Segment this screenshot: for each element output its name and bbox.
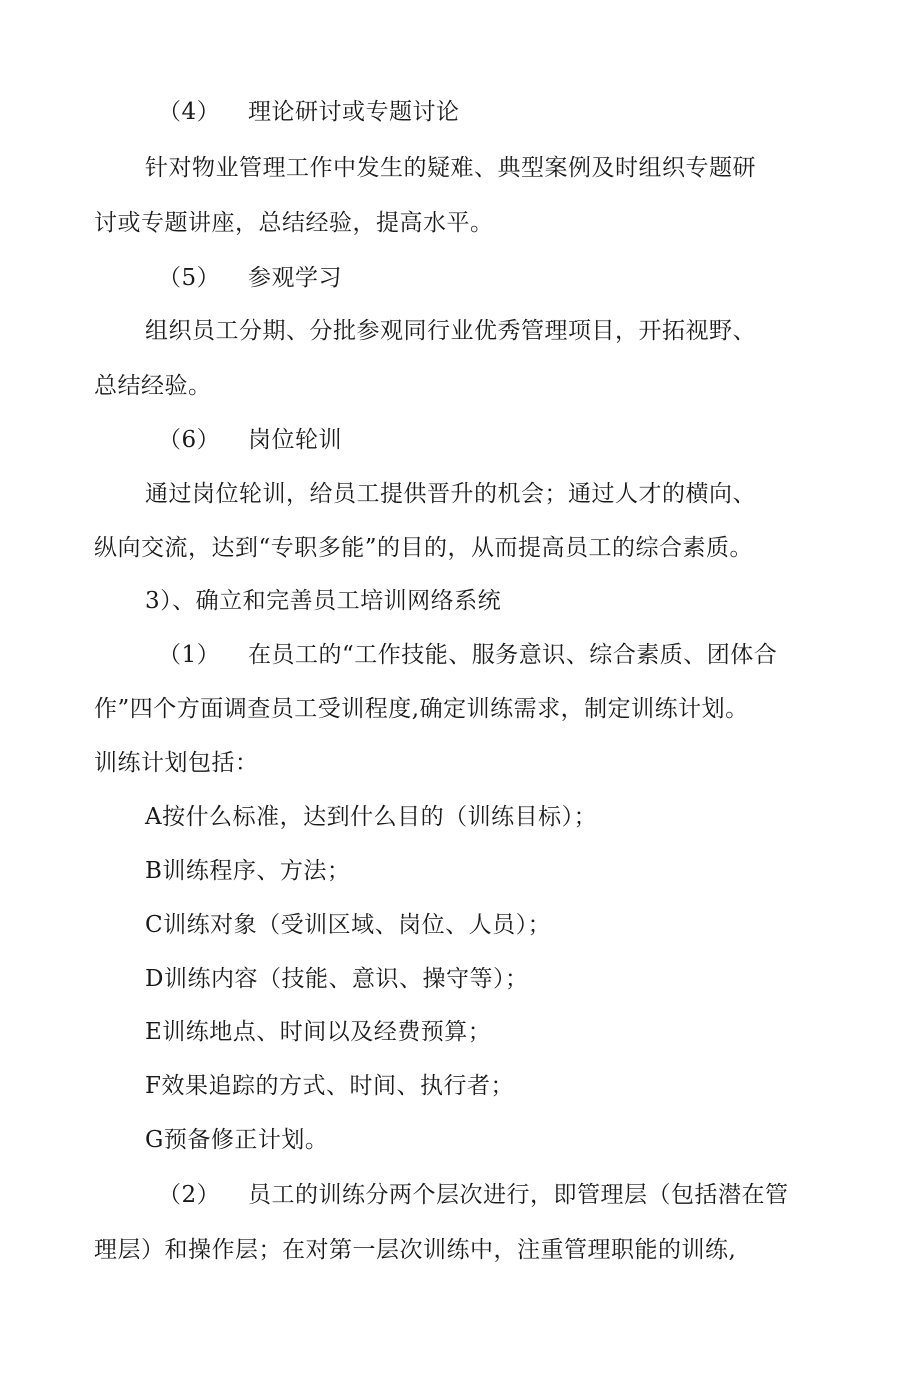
item-4-heading bbox=[158, 97, 460, 127]
item-6-number: （6） bbox=[158, 427, 221, 453]
item-6-title: 岗位轮训 bbox=[248, 427, 342, 453]
plan-item-b: B训练程序、方法； bbox=[145, 858, 351, 884]
plan-item-c: C训练对象（受训区域、岗位、人员）； bbox=[145, 912, 552, 938]
plan-item-a: A按什么标准，达到什么目的（训练目标）； bbox=[145, 804, 598, 830]
sub-1-number: （1） bbox=[158, 642, 221, 668]
plan-item-e: E训练地点、时间以及经费预算； bbox=[145, 1019, 492, 1045]
plan-item-d: D训练内容（技能、意识、操守等）； bbox=[145, 966, 529, 992]
item-5-heading bbox=[158, 263, 342, 293]
plan-item-f: F效果追踪的方式、时间、执行者； bbox=[145, 1073, 514, 1099]
item-6-body-line-2: 纵向交流，达到“专职多能”的目的，从而提高员工的综合素质。 bbox=[94, 535, 754, 561]
item-4-title: 理论研讨或专题讨论 bbox=[248, 99, 460, 125]
item-5-body-line-1: 组织员工分期、分批参观同行业优秀管理项目，开拓视野、 bbox=[145, 318, 756, 344]
sub-2-cont-line-1: 理层）和操作层；在对第一层次训练中，注重管理职能的训练, bbox=[94, 1237, 737, 1263]
item-6-body-line-1: 通过岗位轮训，给员工提供晋升的机会；通过人才的横向、 bbox=[145, 481, 756, 507]
sub-1-cont-line-2: 训练计划包括： bbox=[94, 750, 259, 776]
sub-2-first-line bbox=[158, 1180, 789, 1210]
sub-1-first-text: 在员工的“工作技能、服务意识、综合素质、团体合 bbox=[248, 642, 778, 668]
item-4-body-line-2: 讨或专题讲座，总结经验，提高水平。 bbox=[94, 210, 494, 236]
item-5-title: 参观学习 bbox=[248, 265, 342, 291]
item-5-body-line-2: 总结经验。 bbox=[94, 373, 212, 399]
sub-1-cont-line-1: 作”四个方面调查员工受训程度,确定训练需求，制定训练计划。 bbox=[94, 696, 749, 722]
item-4-body-line-1: 针对物业管理工作中发生的疑难、典型案例及时组织专题研 bbox=[145, 155, 756, 181]
sub-2-first-text: 员工的训练分两个层次进行，即管理层（包括潜在管 bbox=[248, 1182, 789, 1208]
sub-1-first-line bbox=[158, 640, 777, 670]
item-6-heading bbox=[158, 425, 342, 455]
item-4-number: （4） bbox=[158, 99, 221, 125]
section-3-heading: 3）、确立和完善员工培训网络系统 bbox=[145, 588, 502, 614]
item-5-number: （5） bbox=[158, 265, 221, 291]
plan-item-g: G预备修正计划。 bbox=[145, 1127, 329, 1153]
sub-2-number: （2） bbox=[158, 1182, 221, 1208]
